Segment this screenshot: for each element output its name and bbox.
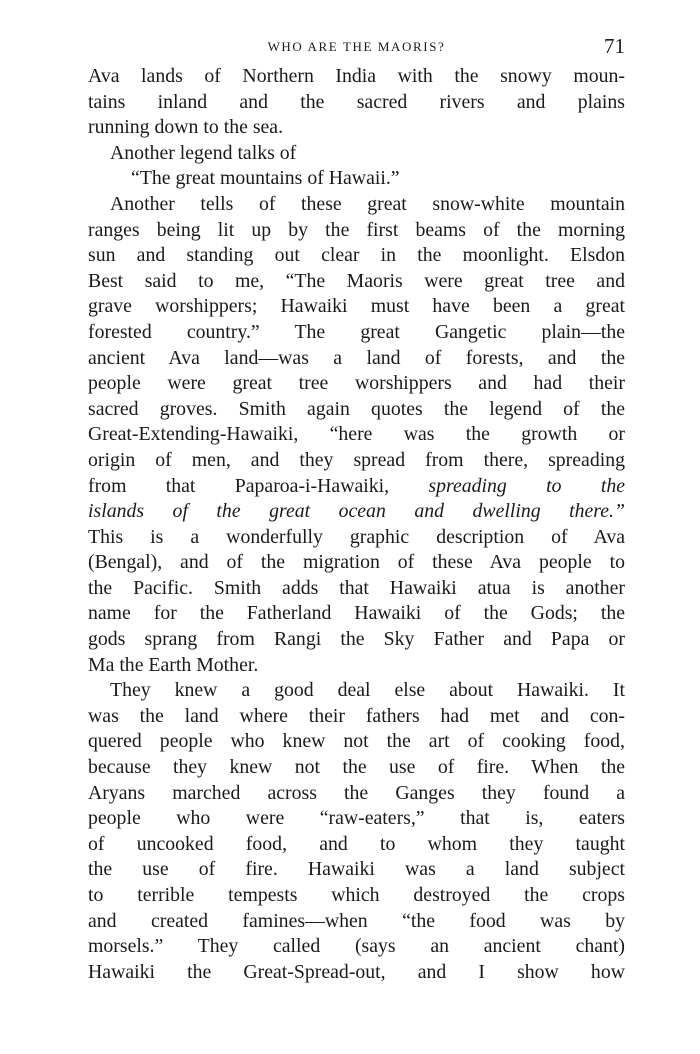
text-line: They knew a good deal else about Hawaiki. It (110, 679, 625, 702)
text-line: the Pacific. Smith adds that Hawaiki atua is another (88, 576, 625, 599)
running-head (88, 34, 625, 64)
text-line: ancient Ava land—was a land of forests, and the (88, 346, 625, 369)
page-number: 71 (604, 34, 625, 58)
text-line: forested country.” The great Gangetic plain—the (88, 320, 625, 343)
italic-line: islands of the great ocean and dwelling there.” (88, 500, 625, 523)
text-line: Hawaiki the Great-Spread-out, and I show how (88, 960, 625, 983)
text-line: grave worshippers; Hawaiki must have been a great (88, 295, 625, 318)
text-line: origin of men, and they spread from there, spreading (88, 448, 625, 471)
text-line: This is a wonderfully graphic description of Ava (88, 525, 625, 548)
italic-fragment: spreading to the (428, 474, 625, 497)
text-line: Ma the Earth Mother. (88, 653, 259, 676)
text-line: sacred groves. Smith again quotes the legend of the (88, 397, 625, 420)
text-line: Aryans marched across the Ganges they found a (88, 781, 625, 804)
text-line: people who were “raw-eaters,” that is, eaters (88, 807, 625, 830)
text-line: Another legend talks of (110, 141, 297, 164)
text-line (88, 474, 625, 500)
text-line: because they knew not the use of fire. When the (88, 756, 625, 779)
text-line: (Bengal), and of the migration of these Ava people to (88, 551, 625, 574)
text-line: ranges being lit up by the first beams of the morning (88, 218, 625, 241)
text-line: of uncooked food, and to whom they taught (88, 832, 625, 855)
book-page (88, 34, 625, 985)
text-line: Ava lands of Northern India with the snowy moun- (88, 65, 625, 87)
text-line: Great-Extending-Hawaiki, “here was the growth or (88, 423, 625, 446)
text-line: sun and standing out clear in the moonlight. Elsdon (88, 244, 625, 267)
text-line: name for the Fatherland Hawaiki of the Gods; the (88, 602, 625, 625)
text-line: to terrible tempests which destroyed the crops (88, 884, 625, 906)
text-line: people were great tree worshippers and had their (88, 372, 625, 395)
quoted-line: “The great mountains of Hawaii.” (131, 167, 400, 190)
text-line: was the land where their fathers had met and con- (88, 704, 625, 727)
text-fragment: from that Paparoa-i-Hawaiki, (88, 474, 390, 497)
running-title: WHO ARE THE MAORIS? (267, 39, 446, 54)
text-line: gods sprang from Rangi the Sky Father and Papa or (88, 628, 625, 651)
text-line: quered people who knew not the art of cooking food, (88, 730, 625, 753)
text-line: tains inland and the sacred rivers and plains (88, 90, 625, 113)
body-text (88, 64, 625, 985)
text-line: morsels.” They called (says an ancient chant) (88, 935, 625, 958)
text-line: Best said to me, “The Maoris were great tree and (88, 269, 625, 292)
text-line: Another tells of these great snow-white mountain (110, 192, 625, 215)
text-line: the use of fire. Hawaiki was a land subject (88, 858, 625, 881)
text-line: running down to the sea. (88, 116, 284, 139)
text-line: and created famines—when “the food was by (88, 909, 625, 932)
